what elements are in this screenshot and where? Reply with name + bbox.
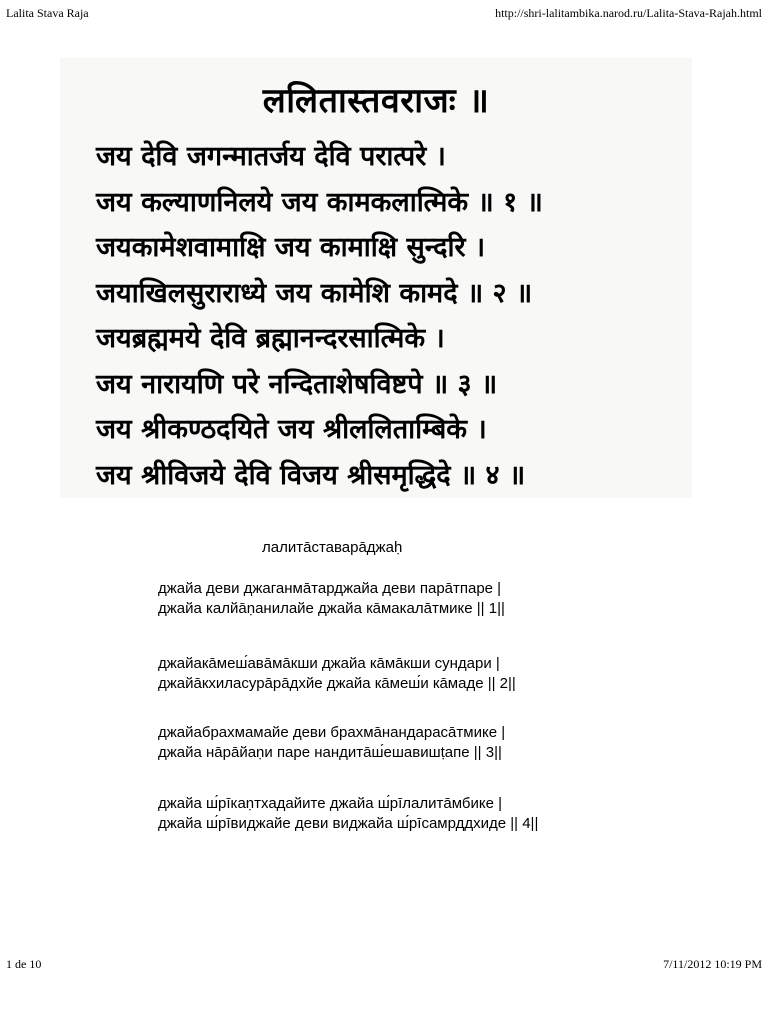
transliteration-line: джайа калйāṇанилайе джайа кāмакалāтмике || 1|| [158,600,505,617]
devanagari-line: जयब्रह्ममये देवि ब्रह्मानन्दरसात्मिके । [96,323,445,354]
transliteration-line: джайāкхиласурāрāдхйе джайа кāмеш́и кāмаде || 2|| [158,675,516,692]
devanagari-line: जयकामेशवामाक्षि जय कामाक्षि सुन्दरि । [96,232,486,263]
page-footer-page-number: 1 de 10 [6,957,42,971]
devanagari-line: जय नारायणि परे नन्दिताशेषविष्टपे ॥ ३ ॥ [96,368,498,400]
devanagari-line: जय कल्याणनिलये जय कामकलात्मिके ॥ १ ॥ [96,186,543,218]
devanagari-line: जय श्रीविजये देवि विजय श्रीसमृद्धिदे ॥ ४ ॥ [96,459,526,491]
page-footer-datetime: 7/11/2012 10:19 PM [663,957,762,971]
transliteration-verse-3 [158,723,505,763]
transliteration-line: джайа ш́рīкаṇтхадайите джайа ш́рīлалитāмбике | [158,795,502,812]
transliteration-line: джайа ш́рīвиджайе деви виджайа ш́рīсамрддхиде || 4|| [158,815,539,832]
devanagari-line: जय देवि जगन्मातर्जय देवि परात्परे । [96,141,446,172]
transliteration-verse-2 [158,654,516,694]
devanagari-line: जयाखिलसुराराध्ये जय कामेशि कामदे ॥ २ ॥ [96,277,533,309]
page-header-url: http://shri-lalitambika.narod.ru/Lalita-Stava-Rajah.html [495,6,762,20]
transliteration-verse-4 [158,794,538,834]
page-header-title: Lalita Stava Raja [6,6,89,20]
devanagari-line: जय श्रीकण्ठदयिते जय श्रीललिताम्बिके । [96,414,487,445]
devanagari-title: ललितास्तवराजः ॥ [262,81,490,121]
transliteration-verse-1 [158,579,505,619]
transliteration-line: джайакāмеш́авāмāкши джайа кāмāкши сундари | [158,655,500,672]
transliteration-line: джайа нāрāйаṇи паре нандитāш́ешавишṭапе || 3|| [158,744,502,761]
transliteration-title: лалитāставарāджаḥ [262,539,403,556]
transliteration-line: джайа деви джаганмāтарджайа деви парāтпаре | [158,580,502,597]
devanagari-scan [60,58,692,498]
transliteration-line: джайабрахмамайе деви брахмāнандарасāтмике | [158,724,506,741]
devanagari-verses [96,134,682,498]
